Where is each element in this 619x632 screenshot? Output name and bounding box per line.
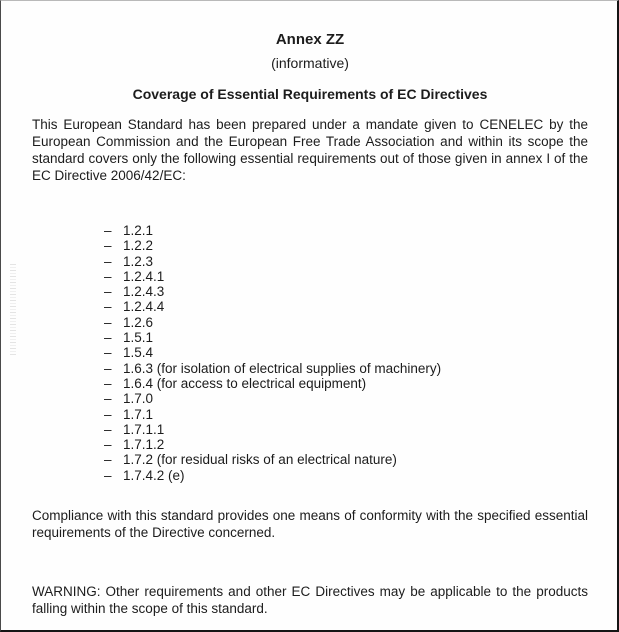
requirement-item <box>104 361 588 376</box>
requirement-text: 1.7.1.1 <box>123 421 165 437</box>
requirement-text: 1.5.1 <box>123 330 154 346</box>
list-dash-marker: – <box>104 253 112 269</box>
list-dash-marker: – <box>104 268 112 284</box>
requirement-item <box>104 223 588 238</box>
requirement-item <box>104 468 588 483</box>
list-dash-marker: – <box>104 437 112 453</box>
requirement-text: 1.2.3 <box>123 253 154 269</box>
requirement-text: 1.7.0 <box>123 391 154 407</box>
requirements-list <box>32 223 588 483</box>
section-title: Coverage of Essential Requirements of EC Directives <box>132 86 488 102</box>
list-dash-marker: – <box>104 375 112 391</box>
compliance-paragraph: Compliance with this standard provides one means of conformity with the specified essential requirements of the Directive concerned. <box>32 508 588 541</box>
requirement-text: 1.6.3 (for isolation of electrical supplies of machinery) <box>123 360 442 376</box>
requirement-item <box>104 315 588 330</box>
list-dash-marker: – <box>104 299 112 315</box>
list-dash-marker: – <box>104 467 112 483</box>
requirement-text: 1.2.1 <box>123 223 154 238</box>
requirement-text: 1.2.2 <box>123 238 154 254</box>
requirement-item <box>104 269 588 284</box>
requirement-item <box>104 330 588 345</box>
requirement-text: 1.7.1.2 <box>123 437 165 453</box>
requirement-item <box>104 422 588 437</box>
list-dash-marker: – <box>104 238 112 254</box>
requirement-text: 1.7.4.2 (e) <box>123 467 185 483</box>
requirement-item <box>104 299 588 314</box>
requirement-item <box>104 407 588 422</box>
list-dash-marker: – <box>104 223 112 238</box>
list-dash-marker: – <box>104 314 112 330</box>
requirement-text: 1.2.4.4 <box>123 299 165 315</box>
requirement-item <box>104 376 588 391</box>
warning-paragraph: WARNING: Other requirements and other EC Directives may be applicable to the products falling within the scope of this standard. <box>32 584 588 617</box>
list-dash-marker: – <box>104 421 112 437</box>
list-dash-marker: – <box>104 391 112 407</box>
scan-noise-artifact <box>10 264 16 356</box>
requirement-item <box>104 452 588 467</box>
requirement-text: 1.6.4 (for access to electrical equipment) <box>123 375 367 391</box>
requirement-item <box>104 238 588 253</box>
requirement-text: 1.7.1 <box>123 406 154 422</box>
annex-title: Annex ZZ <box>275 31 345 48</box>
intro-paragraph: This European Standard has been prepared under a mandate given to CENELEC by the European Commission and the European Free Trade Association and within its scope the standard covers only the following essential requirements out of those given in annex I of the EC Directive 2006/42/EC: <box>32 117 588 183</box>
list-dash-marker: – <box>104 330 112 346</box>
list-dash-marker: – <box>104 406 112 422</box>
page-content <box>1 31 617 617</box>
requirement-text: 1.5.4 <box>123 345 154 361</box>
requirement-item <box>104 284 588 299</box>
list-dash-marker: – <box>104 360 112 376</box>
list-dash-marker: – <box>104 345 112 361</box>
list-dash-marker: – <box>104 284 112 300</box>
list-dash-marker: – <box>104 452 112 468</box>
requirement-text: 1.2.6 <box>123 314 154 330</box>
requirement-item <box>104 345 588 360</box>
requirement-item <box>104 254 588 269</box>
requirement-text: 1.2.4.1 <box>123 268 165 284</box>
requirement-item <box>104 391 588 406</box>
requirement-item <box>104 437 588 452</box>
annex-subtitle: (informative) <box>271 55 349 71</box>
requirement-text: 1.7.2 (for residual risks of an electrical nature) <box>123 452 397 468</box>
requirement-text: 1.2.4.3 <box>123 284 165 300</box>
